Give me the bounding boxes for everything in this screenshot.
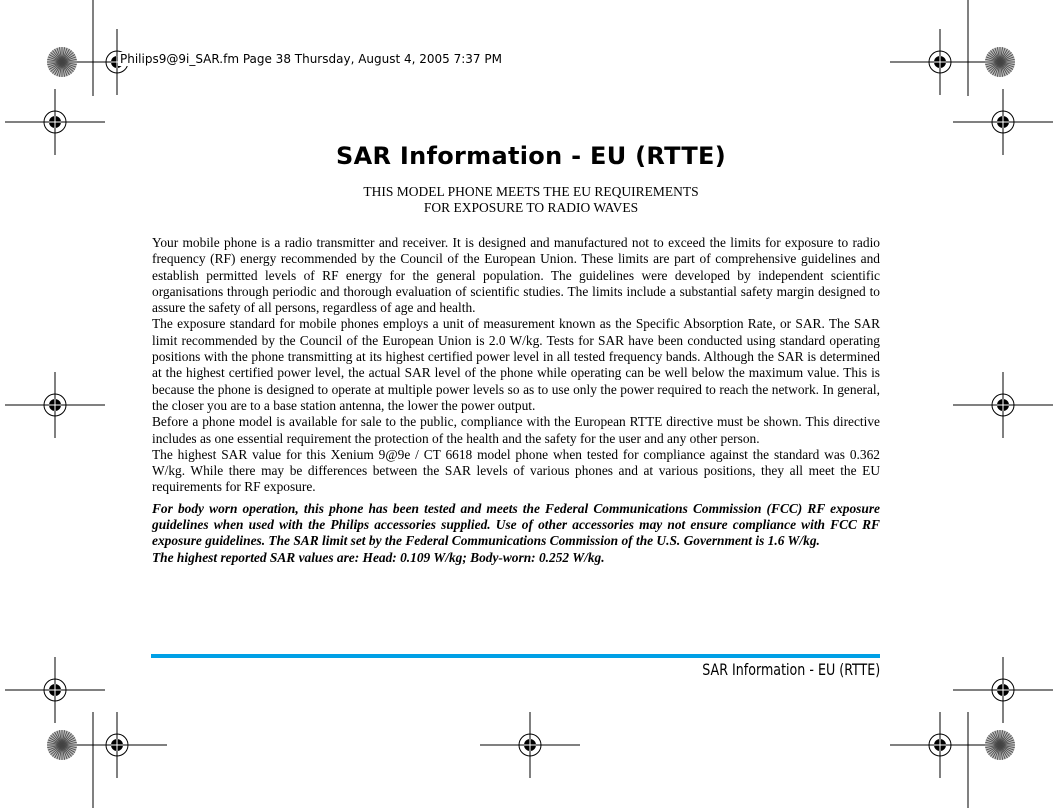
star-target-icon	[47, 730, 77, 760]
page-title: SAR Information - EU (RTTE)	[336, 142, 726, 170]
crosshair-mark-icon	[890, 29, 990, 95]
fcc-paragraph: The highest reported SAR values are: Head: 0.109 W/kg; Body-worn: 0.252 W/kg.	[152, 549, 605, 565]
paragraph: The exposure standard for mobile phones employs a unit of measurement known as the Specific Absorption Rate, or SAR. The SAR limit recommended by the Council of the European Union is 2.0 W/kg. Tests for SAR have been conducted using standard operating positions with the phone transmitting at its highest certified power level in all tested frequency bands. Although the SAR is determined at the highest certified power level, the actual SAR level of the phone while operating can be well below the maximum value. This is because the phone is designed to operate at multiple power levels so as to use only the power required to reach the network. In general, the closer you are to a base station antenna, the lower the power output.	[152, 316, 880, 413]
star-target-icon	[47, 47, 77, 77]
fcc-paragraph: For body worn operation, this phone has been tested and meets the Federal Communications Commission (FCC) RF exposure guidelines when used with the Philips accessories supplied. Use of other accessories may not ensure compliance with FCC RF exposure guidelines. The SAR limit set by the Federal Communications Commission of the U.S. Government is 1.6 W/kg.	[152, 500, 880, 549]
subtitle-line: THIS MODEL PHONE MEETS THE EU REQUIREMENTS	[363, 184, 699, 199]
subtitle-line: FOR EXPOSURE TO RADIO WAVES	[423, 200, 639, 215]
print-header: Philips9@9i_SAR.fm Page 38 Thursday, August 4, 2005 7:37 PM	[120, 52, 502, 66]
star-target-icon	[985, 730, 1015, 760]
running-footer: SAR Information - EU (RTTE)	[702, 660, 880, 679]
crosshair-mark-icon	[5, 372, 105, 438]
star-target-icon	[985, 47, 1015, 77]
paragraph: The highest SAR value for this Xenium 9@9e / CT 6618 model phone when tested for compliance against the standard was 0.362 W/kg. While there may be differences between the SAR levels of various phones and at various positions, they all meet the EU requirements for RF exposure.	[152, 446, 880, 495]
crosshair-mark-icon	[953, 372, 1053, 438]
body-text	[152, 235, 880, 566]
page-subtitle	[0, 184, 1062, 216]
crosshair-mark-icon	[67, 712, 167, 778]
crosshair-mark-icon	[480, 712, 580, 778]
paragraph: Your mobile phone is a radio transmitter and receiver. It is designed and manufactured not to exceed the limits for exposure to radio frequency (RF) energy recommended by the Council of the European Union. These limits are part of comprehensive guidelines and establish permitted levels of RF energy for the general population. The guidelines were developed by independent scientific organisations through periodic and thorough evaluation of scientific studies. The limits include a substantial safety margin designed to assure the safety of all persons, regardless of age and health.	[152, 235, 880, 316]
paragraph: Before a phone model is available for sale to the public, compliance with the European RTTE directive must be shown. This directive includes as one essential requirement the protection of the health and the safety for the user and any other person.	[152, 414, 880, 446]
footer-rule	[151, 654, 880, 658]
crosshair-mark-icon	[890, 712, 990, 778]
crosshair-mark-icon	[5, 657, 105, 723]
